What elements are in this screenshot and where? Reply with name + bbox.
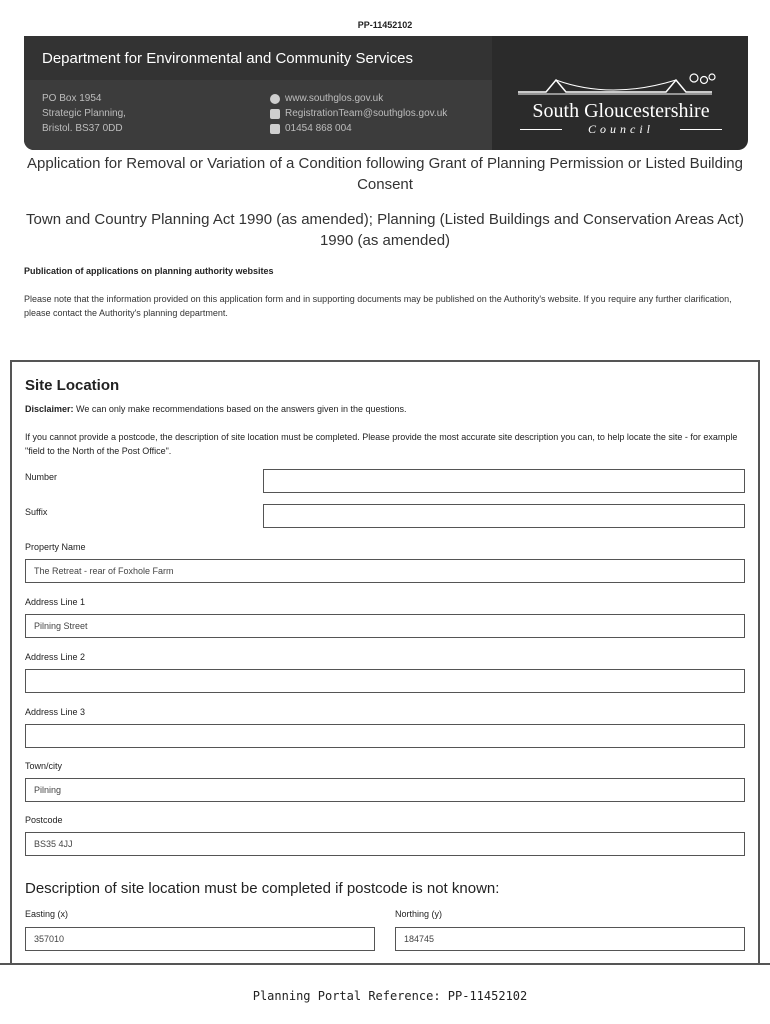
town-city-label: Town/city [25,761,63,771]
site-instructions: If you cannot provide a postcode, the description of site location must be completed. Please provide the most accurate site description you can, to help locate the site - for example "field to the North of the Post Office". [25,432,738,456]
postcode-label: Postcode [25,815,63,825]
easting-field[interactable]: 357010 [25,927,375,951]
address-line-1-label: Address Line 1 [25,597,86,607]
northing-field[interactable]: 184745 [395,927,745,951]
postal-address [42,91,126,136]
phone-text: 01454 868 004 [285,123,352,134]
council-logo [494,36,748,150]
logo-divider [680,129,722,130]
disclaimer-label: Disclaimer: [25,404,74,414]
act-title: Town and Country Planning Act 1990 (as amended); Planning (Listed Buildings and Conservation Areas Act) 1990 (as amended) [26,211,744,249]
property-name-field[interactable]: The Retreat - rear of Foxhole Farm [25,559,745,583]
easting-label: Easting (x) [25,909,69,919]
address-line: Bristol. BS37 0DD [42,123,123,134]
council-logo-name: South Gloucestershire [532,100,710,122]
bridge-logo-icon [516,70,726,98]
disclaimer-text: We can only make recommendations based on the answers given in the questions. [73,404,407,414]
postcode-field[interactable]: BS35 4JJ [25,832,745,856]
department-title: Department for Environmental and Community Services [24,36,492,80]
address-line-3-field[interactable] [25,724,745,748]
address-line-3-label: Address Line 3 [25,707,86,717]
address-line-2-field[interactable] [25,669,745,693]
contact-details [270,91,447,136]
town-city-field[interactable]: Pilning [25,778,745,802]
address-line-1-field[interactable]: Pilning Street [25,614,745,638]
phone-icon [270,124,280,134]
address-line-2-label: Address Line 2 [25,652,86,662]
publication-text: Please note that the information provided on this application form and in supporting documents may be published on the Authority's website. If you require any further clarification, please contact the Authority's planning department. [24,294,732,318]
property-name-label: Property Name [25,542,86,552]
email-text: RegistrationTeam@southglos.gov.uk [285,108,448,119]
contact-email [270,106,447,121]
banner-info-panel [24,36,492,150]
mail-icon [270,109,280,119]
footer-divider [0,963,770,965]
address-line: PO Box 1954 [42,93,102,104]
contact-phone [270,121,447,136]
site-description-title: Description of site location must be completed if postcode is not known: [25,880,500,897]
application-title: Application for Removal or Variation of a Condition following Grant of Planning Permission or Listed Building Consent [27,155,743,193]
site-location-section [10,360,760,965]
number-field[interactable] [263,469,745,493]
contact-website [270,91,447,106]
northing-label: Northing (y) [395,909,443,919]
document-reference: PP-11452102 [357,20,413,30]
publication-heading: Publication of applications on planning authority websites [24,266,274,276]
council-banner [24,36,748,150]
suffix-field[interactable] [263,504,745,528]
footer-reference: Planning Portal Reference: PP-11452102 [252,989,528,1003]
disclaimer [25,404,407,414]
number-label: Number [25,472,58,482]
globe-icon [270,94,280,104]
address-line: Strategic Planning, [42,108,126,119]
section-title: Site Location [25,377,120,394]
council-logo-subtitle: Council [588,122,654,136]
suffix-label: Suffix [25,507,48,517]
website-text: www.southglos.gov.uk [285,93,384,104]
